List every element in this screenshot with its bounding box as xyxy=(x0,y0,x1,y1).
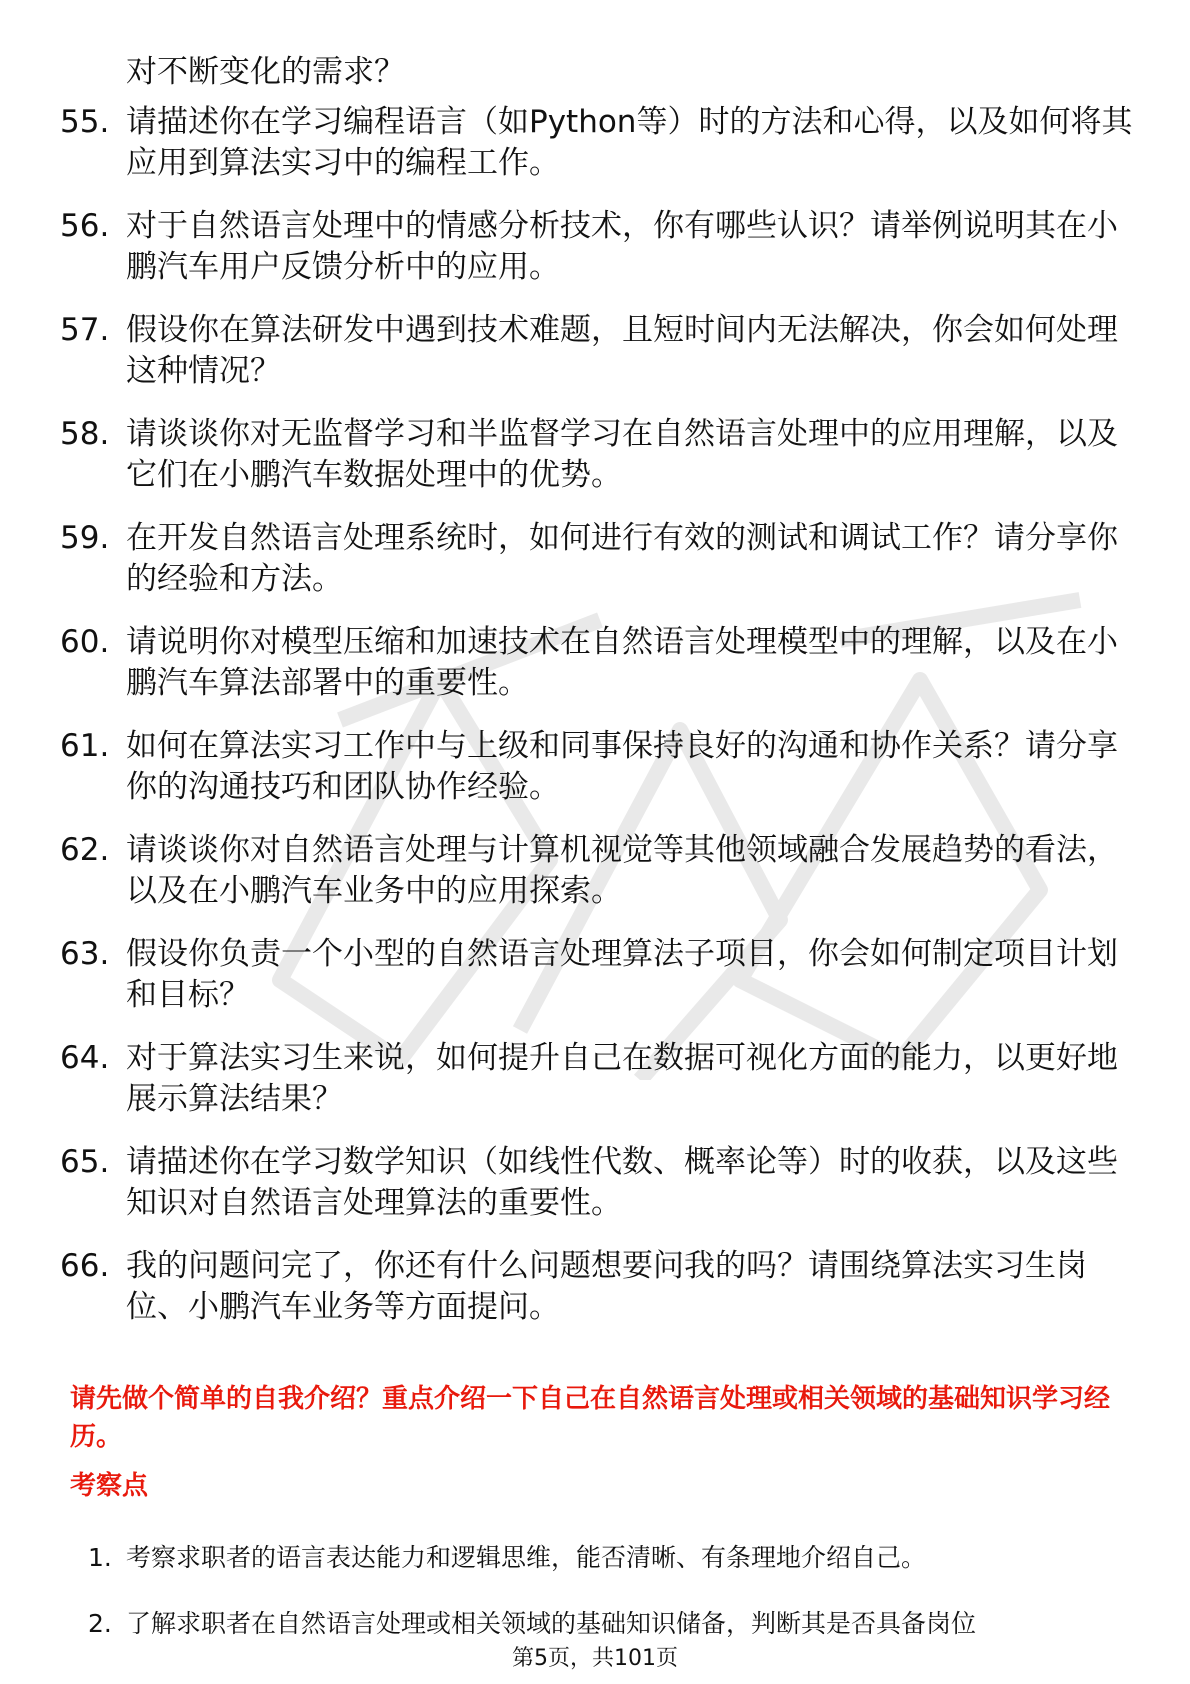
question-number: 60. xyxy=(60,624,110,660)
question-item xyxy=(60,726,1140,808)
question-text: 请说明你对模型压缩和加速技术在自然语言处理模型中的理解，以及在小鹏汽车算法部署中的重要性。 xyxy=(126,624,1118,701)
question-text: 在开发自然语言处理系统时，如何进行有效的测试和调试工作？请分享你的经验和方法。 xyxy=(126,520,1118,597)
question-number: 55. xyxy=(60,104,110,140)
question-item xyxy=(60,310,1140,392)
question-text: 请谈谈你对自然语言处理与计算机视觉等其他领域融合发展趋势的看法，以及在小鹏汽车业务中的应用探索。 xyxy=(126,832,1118,909)
question-number: 57. xyxy=(60,312,110,348)
question-text: 如何在算法实习工作中与上级和同事保持良好的沟通和协作关系？请分享你的沟通技巧和团队协作经验。 xyxy=(126,728,1118,805)
point-number: 1. xyxy=(88,1543,112,1572)
question-text: 请描述你在学习编程语言（如Python等）时的方法和心得，以及如何将其应用到算法实习中的编程工作。 xyxy=(126,104,1133,181)
question-number: 66. xyxy=(60,1248,110,1284)
question-number: 62. xyxy=(60,832,110,868)
question-text: 对于算法实习生来说，如何提升自己在数据可视化方面的能力，以更好地展示算法结果？ xyxy=(126,1040,1118,1117)
question-item xyxy=(60,206,1140,288)
question-item xyxy=(60,102,1140,184)
question-number: 64. xyxy=(60,1040,110,1076)
page-footer: 第5页，共101页 xyxy=(512,1646,678,1671)
point-item xyxy=(88,1606,1128,1642)
question-text: 假设你在算法研发中遇到技术难题，且短时间内无法解决，你会如何处理这种情况？ xyxy=(126,312,1118,389)
question-number: 58. xyxy=(60,416,110,452)
section-heading: 请先做个简单的自我介绍？重点介绍一下自己在自然语言处理或相关领域的基础知识学习经历。 xyxy=(70,1384,1111,1452)
question-item xyxy=(60,1246,1140,1328)
point-text: 了解求职者在自然语言处理或相关领域的基础知识储备，判断其是否具备岗位 xyxy=(126,1609,977,1638)
question-text: 请谈谈你对无监督学习和半监督学习在自然语言处理中的应用理解，以及它们在小鹏汽车数据处理中的优势。 xyxy=(126,416,1118,493)
question-text: 对于自然语言处理中的情感分析技术，你有哪些认识？请举例说明其在小鹏汽车用户反馈分析中的应用。 xyxy=(126,208,1118,285)
question-item xyxy=(60,518,1140,600)
question-item xyxy=(60,830,1140,912)
question-text: 假设你负责一个小型的自然语言处理算法子项目，你会如何制定项目计划和目标？ xyxy=(126,936,1118,1013)
question-list xyxy=(60,102,1140,1350)
question-item xyxy=(60,622,1140,704)
question-item xyxy=(60,934,1140,1016)
subheading: 考察点 xyxy=(70,1471,149,1501)
question-text: 请描述你在学习数学知识（如线性代数、概率论等）时的收获，以及这些知识对自然语言处理算法的重要性。 xyxy=(126,1144,1118,1221)
continuation-text: 对不断变化的需求？ xyxy=(126,54,405,90)
question-text: 我的问题问完了，你还有什么问题想要问我的吗？请围绕算法实习生岗位、小鹏汽车业务等方面提问。 xyxy=(126,1248,1087,1325)
question-item xyxy=(60,1142,1140,1224)
question-number: 65. xyxy=(60,1144,110,1180)
question-number: 59. xyxy=(60,520,110,556)
question-number: 61. xyxy=(60,728,110,764)
question-item xyxy=(60,414,1140,496)
point-number: 2. xyxy=(88,1609,112,1638)
question-item xyxy=(60,1038,1140,1120)
question-number: 56. xyxy=(60,208,110,244)
point-item xyxy=(88,1540,1128,1576)
point-text: 考察求职者的语言表达能力和逻辑思维，能否清晰、有条理地介绍自己。 xyxy=(126,1543,927,1572)
question-number: 63. xyxy=(60,936,110,972)
